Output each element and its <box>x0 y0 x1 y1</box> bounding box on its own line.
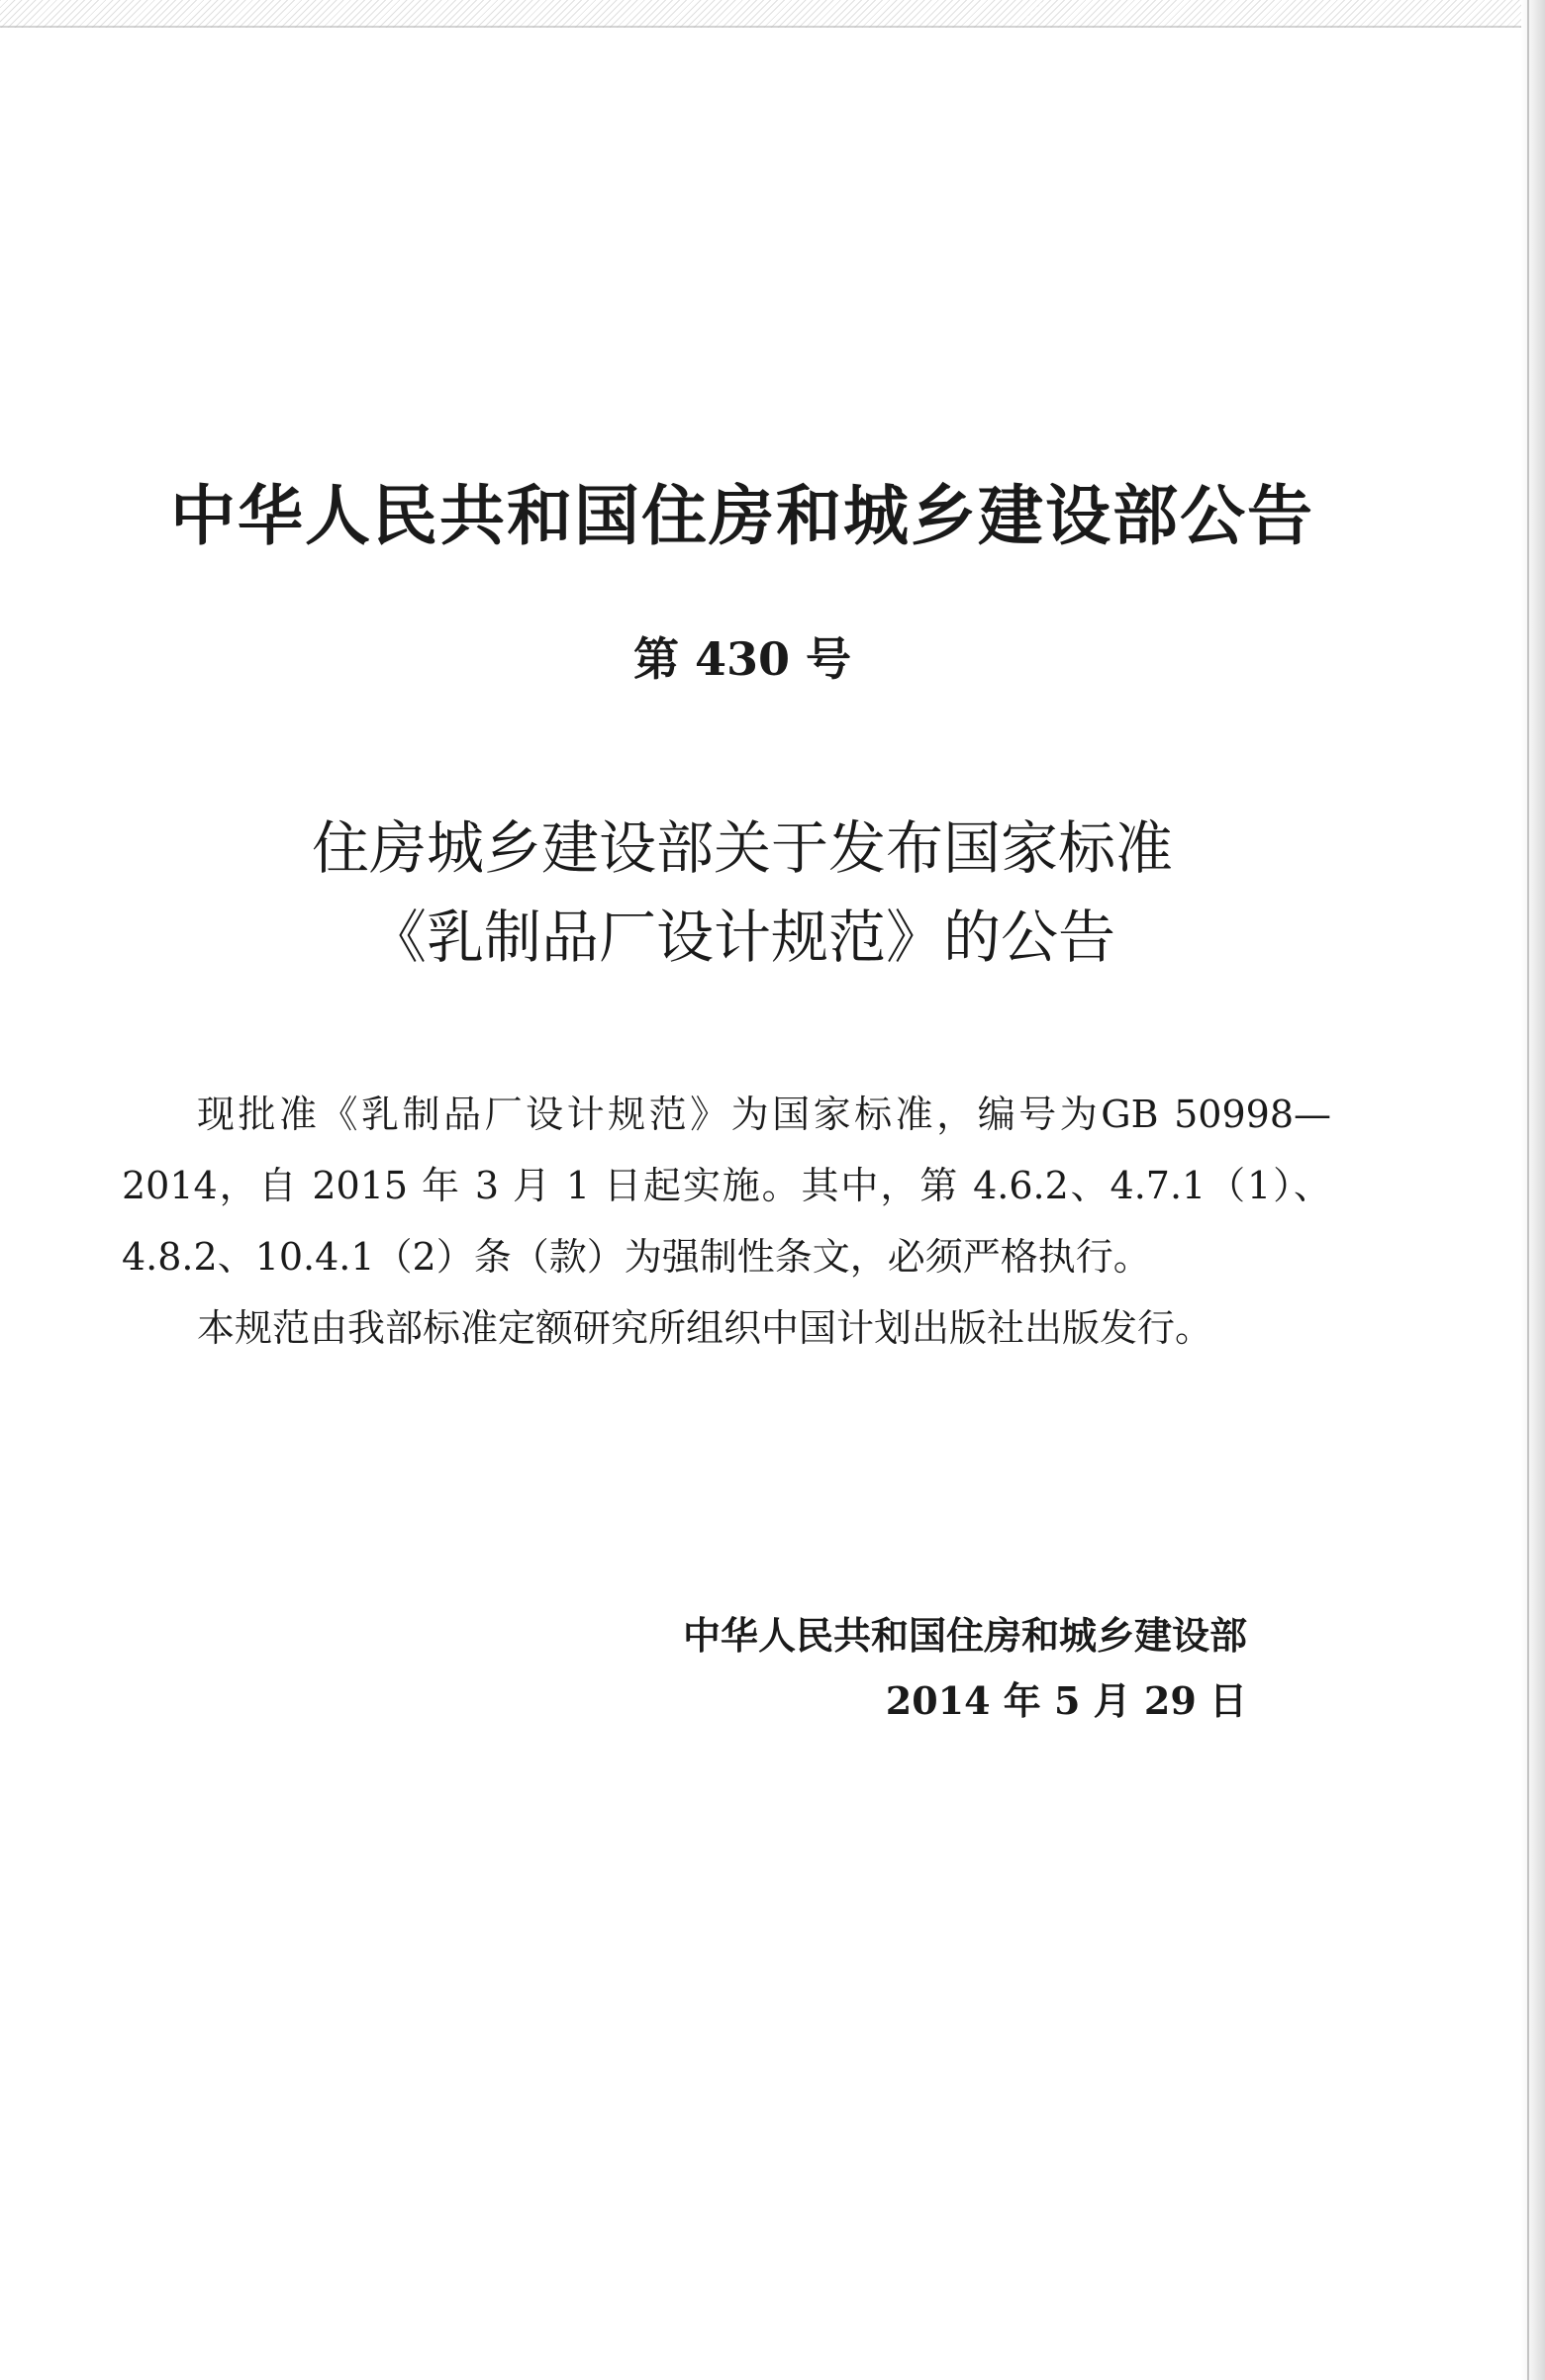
scan-right-line <box>1527 0 1529 2380</box>
scan-top-edge <box>0 0 1545 28</box>
announcement-number: 第 430 号 <box>632 632 852 686</box>
subject-line-1: 住房城乡建设部关于发布国家标准 <box>311 814 1173 882</box>
signature-date: 2014 年 5 月 29 日 <box>885 1678 1247 1723</box>
announcement-subject <box>0 804 1485 982</box>
scan-right-edge <box>1521 0 1545 2380</box>
issuer-title: 中华人民共和国住房和城乡建设部公告 <box>170 478 1314 554</box>
body-paragraph-1: 现批准《乳制品厂设计规范》为国家标准，编号为GB 50998—2014，自 2015 年 3 月 1 日起实施。其中，第 4.6.2、4.7.1（1）、4.8.2、10.4.1（2）条（款）为强制性条文，必须严格执行。 <box>122 1093 1331 1279</box>
announcement-body <box>122 1079 1331 1364</box>
signature-organization: 中华人民共和国住房和城乡建设部 <box>682 1614 1247 1658</box>
body-paragraph-2: 本规范由我部标准定额研究所组织中国计划出版社出版发行。 <box>197 1306 1213 1350</box>
scan-top-line <box>0 26 1545 28</box>
subject-line-2: 《乳制品厂设计规范》的公告 <box>368 904 1115 971</box>
